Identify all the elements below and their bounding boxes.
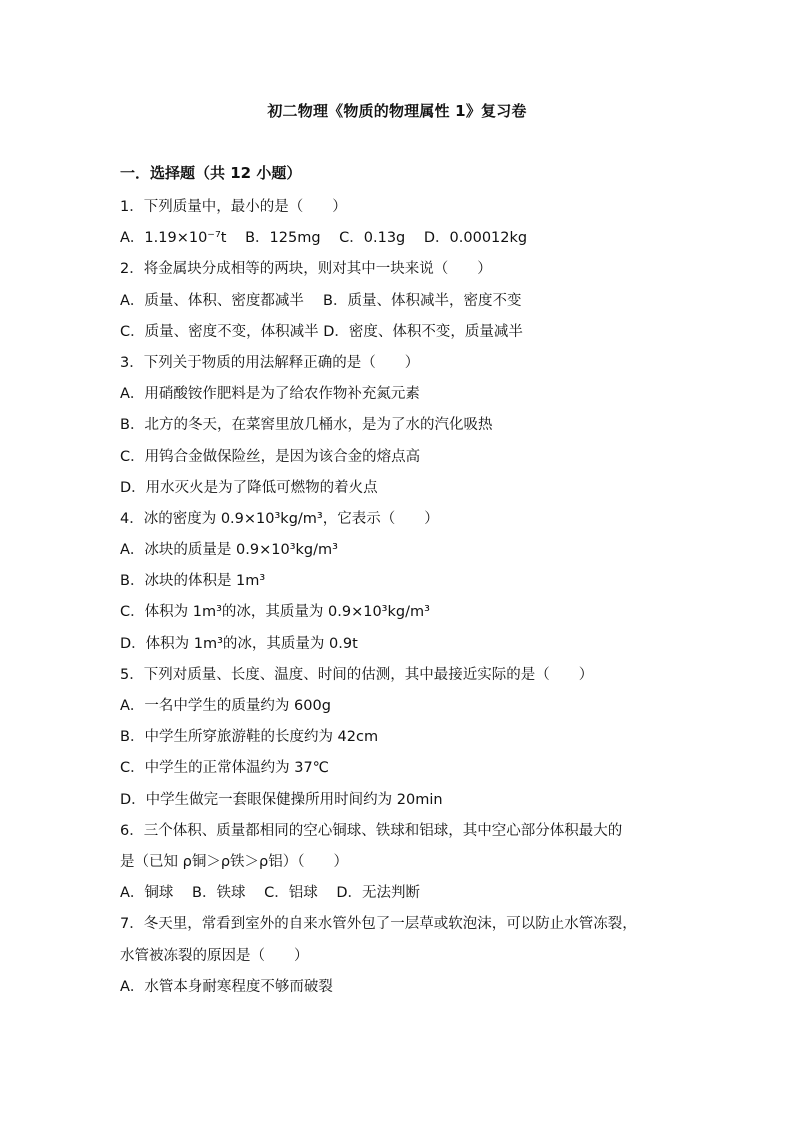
question-3-option-b: B．北方的冬天，在菜窖里放几桶水，是为了水的汽化吸热 <box>120 417 493 434</box>
question-5-option-b: B．中学生所穿旅游鞋的长度约为 42cm <box>120 729 379 746</box>
question-3-option-d: D．用水灭火是为了降低可燃物的着火点 <box>120 479 378 496</box>
question-6-option-a: A．铜球 <box>120 885 174 902</box>
questions-list <box>120 192 680 1003</box>
question-1-option-d: D．0.00012kg <box>423 230 528 247</box>
question-4-option-d: D．体积为 1m³的冰，其质量为 0.9t <box>120 635 358 652</box>
question-3-stem: 3．下列关于物质的用法解释正确的是（ ） <box>120 354 420 371</box>
question-4-option-b: B．冰块的体积是 1m³ <box>120 573 266 590</box>
question-6-options <box>120 878 680 909</box>
question-4-option-a: A．冰块的质量是 0.9×10³kg/m³ <box>120 542 338 559</box>
question-1-option-c: C．0.13g <box>339 230 406 247</box>
question-7-option-a: A．水管本身耐寒程度不够而破裂 <box>120 978 333 995</box>
question-6-stem: 6．三个体积、质量都相同的空心铜球、铁球和铝球，其中空心部分体积最大的 <box>120 822 623 839</box>
page-title: 初二物理《物质的物理属性 1》复习卷 <box>267 102 527 120</box>
question-4-option-c: C．体积为 1m³的冰，其质量为 0.9×10³kg/m³ <box>120 604 430 621</box>
question-7-stem: 7．冬天里，常看到室外的自来水管外包了一层草或软泡沫，可以防止水管冻裂， <box>120 916 637 933</box>
question-5-option-a: A．一名中学生的质量约为 600g <box>120 698 331 714</box>
question-5-option-d: D．中学生做完一套眼保健操所用时间约为 20min <box>120 791 443 808</box>
question-6-stem-continued: 是（已知 ρ铜＞ρ铁＞ρ铝）（ ） <box>120 853 348 870</box>
question-1-option-a: A．1.19×10⁻⁷t <box>120 230 227 247</box>
question-1-options <box>120 223 680 254</box>
question-2-options-line-1: A．质量、体积、密度都减半 B．质量、体积减半，密度不变 <box>120 292 522 309</box>
question-6-option-d: D．无法判断 <box>336 885 420 902</box>
section-heading: 一．选择题（共 12 小题） <box>120 164 302 182</box>
question-3-option-a: A．用硝酸铵作肥料是为了给农作物补充氮元素 <box>120 386 420 403</box>
question-1-stem: 1．下列质量中，最小的是（ ） <box>120 199 347 215</box>
question-4-stem: 4．冰的密度为 0.9×10³kg/m³，它表示（ ） <box>120 510 439 527</box>
question-1-option-b: B．125mg <box>245 230 321 247</box>
question-5-option-c: C．中学生的正常体温约为 37℃ <box>120 760 329 777</box>
question-2-options-line-2: C．质量、密度不变，体积减半 D．密度、体积不变，质量减半 <box>120 323 523 340</box>
question-6-option-b: B．铁球 <box>192 885 246 902</box>
question-3-option-c: C．用钨合金做保险丝，是因为该合金的熔点高 <box>120 448 421 465</box>
question-7-stem-continued: 水管被冻裂的原因是（ ） <box>120 947 309 964</box>
question-5-stem: 5．下列对质量、长度、温度、时间的估测，其中最接近实际的是（ ） <box>120 666 594 683</box>
question-6-option-c: C．铝球 <box>264 885 318 902</box>
question-2-stem: 2．将金属块分成相等的两块，则对其中一块来说（ ） <box>120 261 492 278</box>
